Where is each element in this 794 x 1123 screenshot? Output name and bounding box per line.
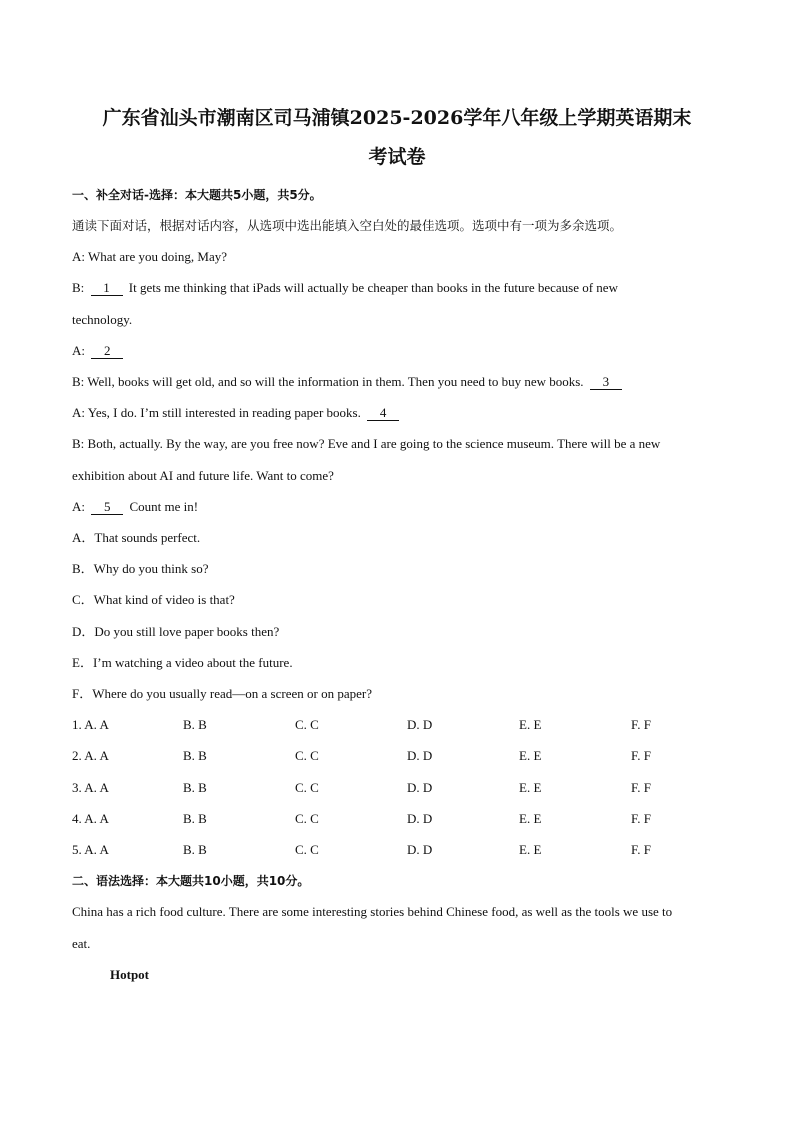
answer-option[interactable]: B. B <box>183 780 207 795</box>
answer-option[interactable]: B. B <box>183 811 207 826</box>
answer-option[interactable]: 2. A. A <box>72 748 109 763</box>
answer-row-1 <box>72 716 732 734</box>
blank-1: 1 <box>91 281 123 296</box>
dialogue-line-2-cont: technology. <box>72 312 133 327</box>
answer-option[interactable]: D. D <box>407 842 433 857</box>
answer-option[interactable]: E. E <box>519 811 542 826</box>
dialogue-line-2: B: 1 It gets me thinking that iPads will actually be cheaper than books in the future because of new <box>72 280 618 295</box>
choice-b: B．Why do you think so? <box>72 561 209 576</box>
section-2-heading: 二、语法选择：本大题共10小题，共10分。 <box>72 874 310 888</box>
answer-option[interactable]: B. B <box>183 842 207 857</box>
answer-option[interactable]: E. E <box>519 717 542 732</box>
choice-e: E．I’m watching a video about the future. <box>72 655 293 670</box>
answer-option[interactable]: 5. A. A <box>72 842 109 857</box>
answer-row-4 <box>72 810 732 828</box>
dialogue-line-3: A: 2 <box>72 342 732 360</box>
answer-row-5 <box>72 841 732 859</box>
blank-4: 4 <box>367 406 399 421</box>
answer-option[interactable]: E. E <box>519 748 542 763</box>
section-2-intro-line-1: China has a rich food culture. There are some interesting stories behind Chinese food, as well as the tools we use to <box>72 904 673 919</box>
section-1-instruction: 通读下面对话，根据对话内容，从选项中选出能填入空白处的最佳选项。选项中有一项为多余选项。 <box>72 218 623 233</box>
choice-d: D．Do you still love paper books then? <box>72 624 280 639</box>
dialogue-line-6: B: Both, actually. By the way, are you free now? Eve and I are going to the science museum. There will be a new <box>72 436 661 451</box>
dialogue-line-4: B: Well, books will get old, and so will the information in them. Then you need to buy new books. 3 <box>72 373 732 391</box>
answer-option[interactable]: 3. A. A <box>72 780 109 795</box>
exam-title-line-1: 广东省汕头市潮南区司马浦镇2025-2026学年八年级上学期英语期末 <box>102 107 692 129</box>
answer-option[interactable]: E. E <box>519 780 542 795</box>
answer-option[interactable]: 4. A. A <box>72 811 109 826</box>
answer-row-2 <box>72 747 732 765</box>
section-1-heading: 一、补全对话-选择：本大题共5小题，共5分。 <box>72 188 322 202</box>
answer-option[interactable]: F. F <box>631 780 651 795</box>
dialogue-line-7: A: 5 Count me in! <box>72 499 199 514</box>
answer-option[interactable]: F. F <box>631 717 651 732</box>
answer-option[interactable]: B. B <box>183 748 207 763</box>
answer-option[interactable]: E. E <box>519 842 542 857</box>
answer-option[interactable]: D. D <box>407 748 433 763</box>
dialogue-line-5: A: Yes, I do. I’m still interested in reading paper books. 4 <box>72 404 732 422</box>
answer-option[interactable]: C. C <box>295 780 319 795</box>
section-2-intro-line-2: eat. <box>72 936 91 951</box>
answer-option[interactable]: D. D <box>407 811 433 826</box>
answer-row-3 <box>72 779 732 797</box>
answer-option[interactable]: C. C <box>295 842 319 857</box>
answer-option[interactable]: 1. A. A <box>72 717 109 732</box>
answer-option[interactable]: F. F <box>631 842 651 857</box>
choice-c: C．What kind of video is that? <box>72 592 235 607</box>
choice-f: F．Where do you usually read—on a screen or on paper? <box>72 686 372 701</box>
answer-option[interactable]: F. F <box>631 811 651 826</box>
dialogue-line-1: A: What are you doing, May? <box>72 249 227 264</box>
answer-option[interactable]: D. D <box>407 780 433 795</box>
blank-2: 2 <box>91 344 123 359</box>
answer-option[interactable]: C. C <box>295 811 319 826</box>
blank-5: 5 <box>91 500 123 515</box>
answer-option[interactable]: B. B <box>183 717 207 732</box>
blank-3: 3 <box>590 375 622 390</box>
passage-subtitle: Hotpot <box>110 967 149 982</box>
choice-a: A．That sounds perfect. <box>72 530 201 545</box>
dialogue-line-6-cont: exhibition about AI and future life. Want to come? <box>72 468 334 483</box>
answer-option[interactable]: C. C <box>295 748 319 763</box>
answer-option[interactable]: D. D <box>407 717 433 732</box>
exam-title-line-2: 考试卷 <box>368 146 426 168</box>
answer-option[interactable]: C. C <box>295 717 319 732</box>
answer-option[interactable]: F. F <box>631 748 651 763</box>
